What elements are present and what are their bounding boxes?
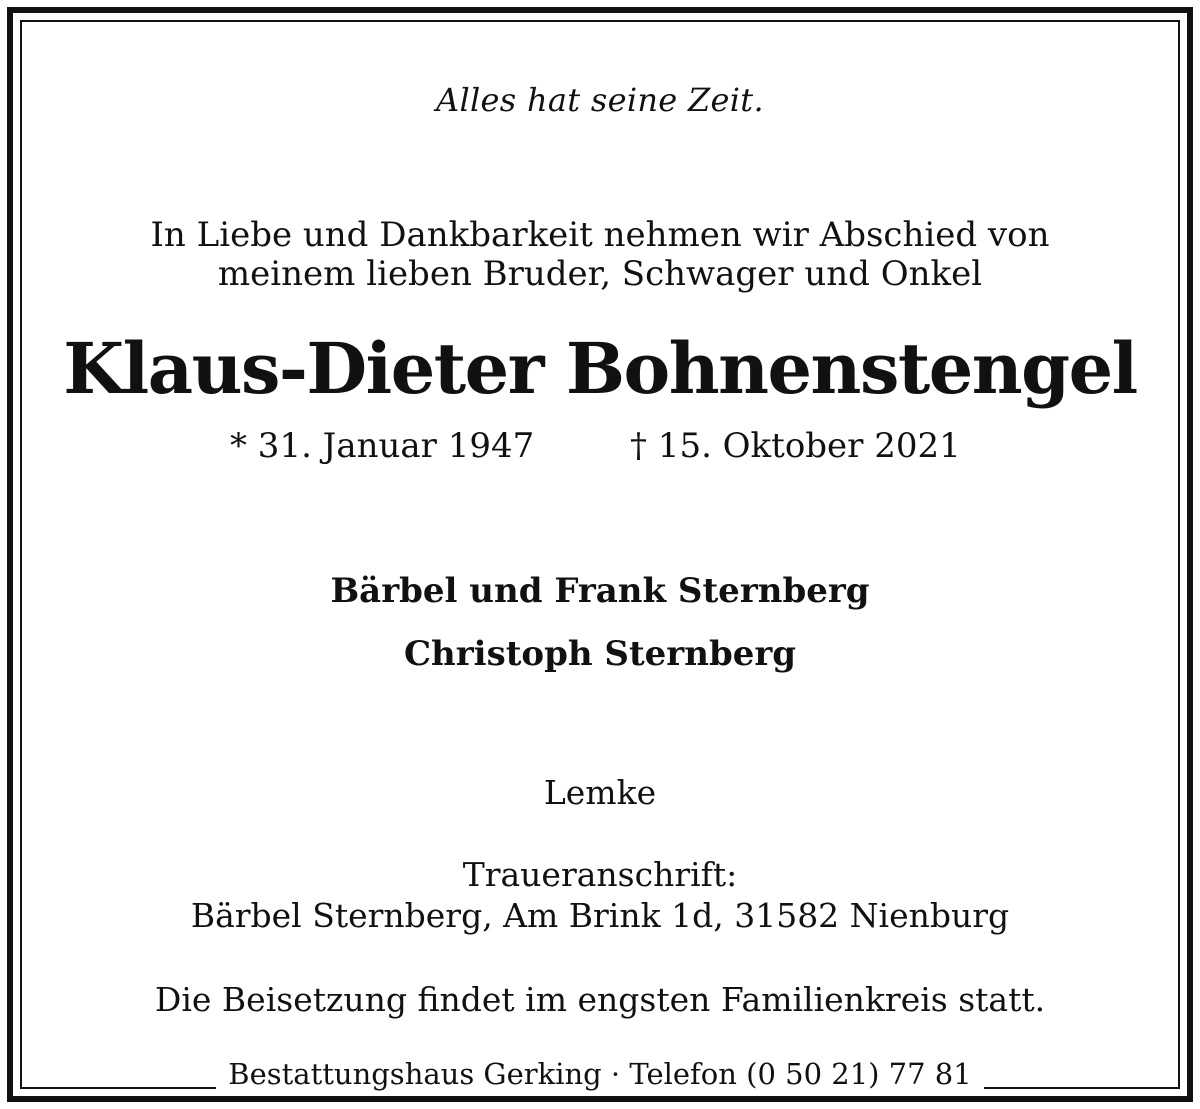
additional-name: Lemke bbox=[543, 773, 657, 812]
death-date: † 15. Oktober 2021 bbox=[630, 426, 961, 466]
address-label: Traueranschrift: bbox=[462, 855, 738, 894]
deceased-name: Klaus-Dieter Bohnenstengel bbox=[63, 327, 1137, 410]
intro-line-1: In Liebe und Dankbarkeit nehmen wir Abschied von bbox=[150, 215, 1050, 255]
motto: Alles hat seine Zeit. bbox=[436, 81, 764, 119]
footer bbox=[0, 1057, 1200, 1100]
birth-date: * 31. Januar 1947 bbox=[230, 426, 535, 466]
intro-line-2: meinem lieben Bruder, Schwager und Onkel bbox=[217, 254, 983, 294]
mourner-line-2: Christoph Sternberg bbox=[403, 634, 797, 674]
mourning-address: Bärbel Sternberg, Am Brink 1d, 31582 Nienburg bbox=[190, 896, 1010, 935]
funeral-home-contact: Bestattungshaus Gerking · Telefon (0 50 21) 77 81 bbox=[216, 1057, 983, 1091]
funeral-note: Die Beisetzung findet im engsten Familienkreis statt. bbox=[154, 980, 1046, 1019]
mourner-line-1: Bärbel und Frank Sternberg bbox=[330, 571, 870, 611]
